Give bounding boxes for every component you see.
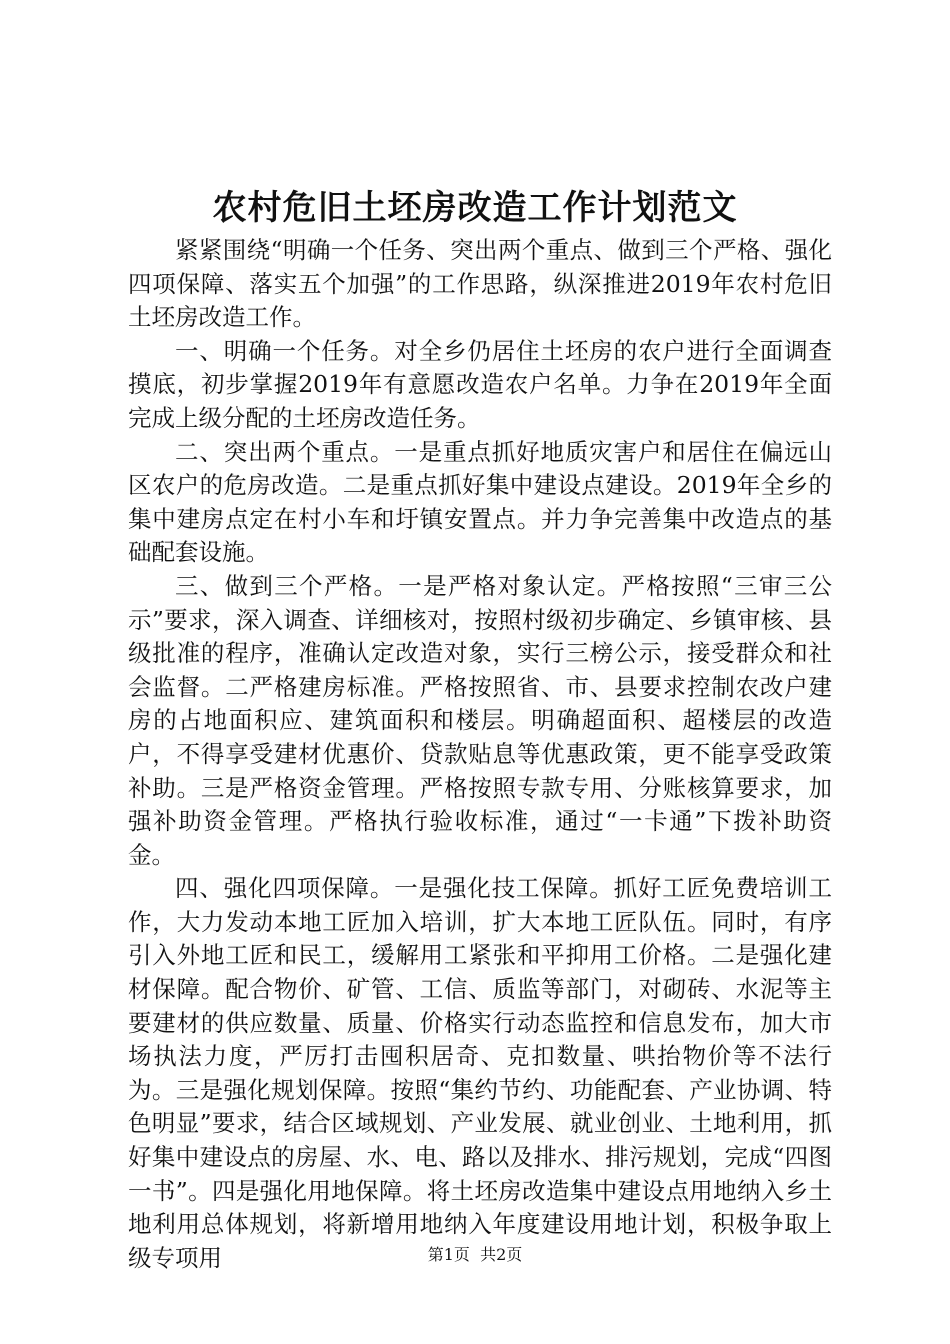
footer-spacer — [470, 1245, 480, 1264]
page-footer — [0, 1243, 950, 1267]
document-title: 农村危旧土坯房改造工作计划范文 — [212, 188, 738, 228]
section-two-paragraph: 二、突出两个重点。一是重点抓好地质灾害户和居住在偏远山区农户的危房改造。二是重点抓好集中建设点建设。2019年全乡的集中建房点定在村小车和圩镇安置点。并力争完善集中改造点的基础配套设施。 — [128, 437, 832, 567]
document-body — [128, 234, 832, 1275]
section-three-paragraph: 三、做到三个严格。一是严格对象认定。严格按照“三审三公示”要求，深入调查、详细核对，按照村级初步确定、乡镇审核、县级批准的程序，准确认定改造对象，实行三榜公示，接受群众和社会监督。二严格建房标准。严格按照省、市、县要求控制农改户建房的占地面积应、建筑面积和楼层。明确超面积、超楼层的改造户，不得享受建材优惠价、贷款贴息等优惠政策，更不能享受政策补助。三是严格资金管理。严格按照专款专用、分账核算要求，加强补助资金管理。严格执行验收标准，通过“一卡通”下拨补助资金。 — [128, 571, 832, 869]
section-four-paragraph: 四、强化四项保障。一是强化技工保障。抓好工匠免费培训工作，大力发动本地工匠加入培训，扩大本地工匠队伍。同时，有序引入外地工匠和民工，缓解用工紧张和平抑用工价格。二是强化建材保障。配合物价、矿管、工信、质监等部门，对砌砖、水泥等主要建材的供应数量、质量、价格实行动态监控和信息发布，加大市场执法力度，严厉打击囤积居奇、克扣数量、哄抬物价等不法行为。三是强化规划保障。按照“集约节约、功能配套、产业协调、特色明显”要求，结合区域规划、产业发展、就业创业、土地利用，抓好集中建设点的房屋、水、电、路以及排水、排污规划，完成“四图一书”。四是强化用地保障。将土坯房改造集中建设点用地纳入乡土地利用总体规划，将新增用地纳入年度建设用地计划，积极争取上级专项用 — [128, 874, 832, 1272]
section-one-paragraph: 一、明确一个任务。对全乡仍居住土坯房的农户进行全面调查摸底，初步掌握2019年有意愿改造农户名单。力争在2019年全面完成上级分配的土坯房改造任务。 — [128, 336, 832, 432]
page-number: 第1页 — [427, 1245, 470, 1264]
intro-paragraph: 紧紧围绕“明确一个任务、突出两个重点、做到三个严格、强化四项保障、落实五个加强”的工作思路，纵深推进2019年农村危旧土坯房改造工作。 — [128, 236, 832, 332]
total-pages: 共2页 — [480, 1245, 523, 1264]
